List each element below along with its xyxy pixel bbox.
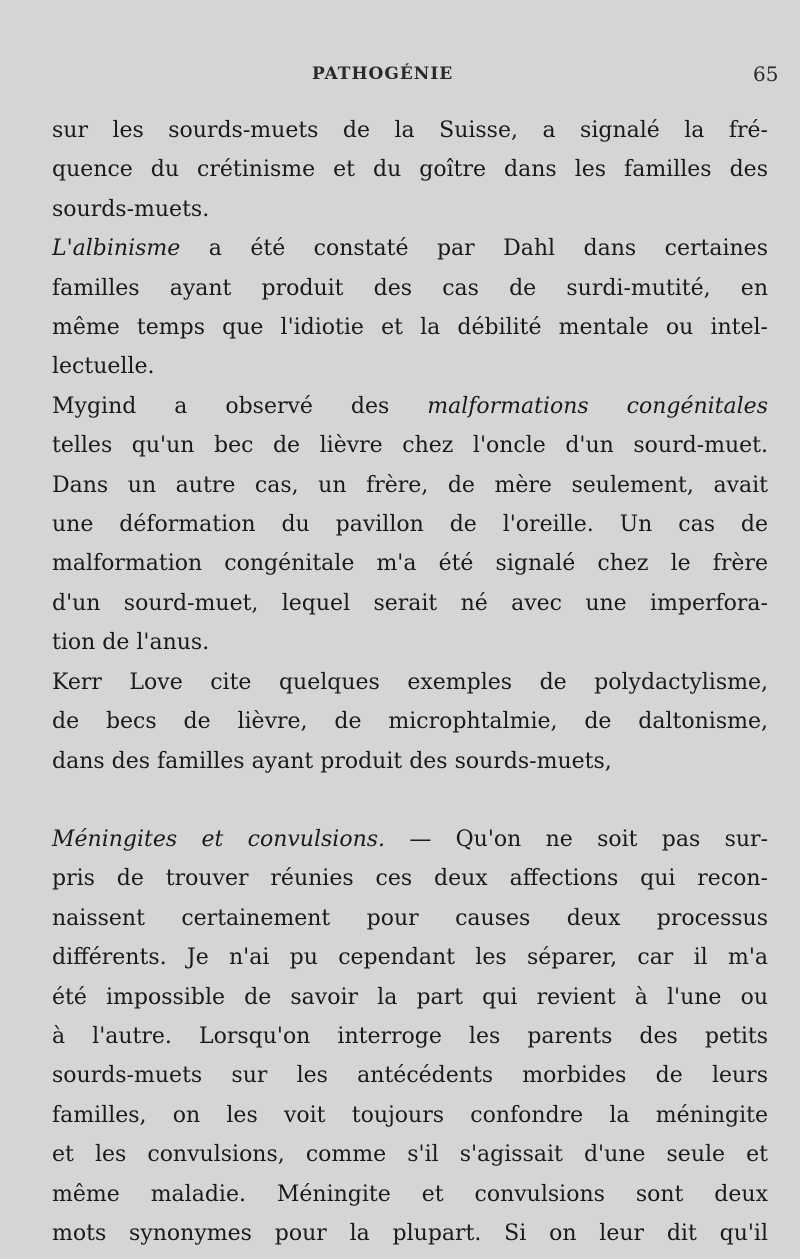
body-text bbox=[52, 111, 768, 1253]
page-number: 65 bbox=[753, 62, 779, 86]
text-line: sourds-muets. bbox=[52, 196, 210, 222]
text-segment: — Qu'on ne soit pas sur- bbox=[385, 826, 768, 852]
text-line: Dans un autre cas, un frère, de mère seulement, avait bbox=[52, 472, 768, 498]
text-line: lectuelle. bbox=[52, 354, 155, 380]
text-line: familles ayant produit des cas de surdi-mutité, en bbox=[52, 275, 768, 301]
text-line: malformation congénitale m'a été signalé chez le frère bbox=[52, 551, 768, 577]
running-title: PATHOGÉNIE bbox=[312, 64, 454, 84]
text-line: tion de l'anus. bbox=[52, 630, 210, 656]
italic-term: malformations congénitales bbox=[427, 393, 768, 419]
text-line: pris de trouver réunies ces deux affections qui recon- bbox=[52, 866, 768, 892]
text-line: sur les sourds-muets de la Suisse, a signalé la fré- bbox=[52, 118, 768, 143]
paragraph-malformations bbox=[52, 387, 768, 663]
text-line: et les convulsions, comme s'il s'agissait d'une seule et bbox=[52, 1142, 768, 1168]
text-line: mots synonymes pour la plupart. Si on leur dit qu'il bbox=[52, 1220, 768, 1246]
text-line bbox=[52, 229, 768, 268]
text-line: familles, on les voit toujours confondre la méningite bbox=[52, 1102, 768, 1128]
italic-term: L'albinisme bbox=[52, 236, 181, 262]
text-line: à l'autre. Lorsqu'on interroge les parents des petits bbox=[52, 1023, 768, 1049]
text-line: dans des familles ayant produit des sourds-muets, bbox=[52, 748, 612, 774]
paragraph-suisse bbox=[52, 111, 768, 229]
text-line: différents. Je n'ai pu cependant les séparer, car il m'a bbox=[52, 945, 768, 971]
text-line: une déformation du pavillon de l'oreille. Un cas de bbox=[52, 512, 768, 538]
paragraph-kerr-love bbox=[52, 663, 768, 781]
text-line: telles qu'un bec de lièvre chez l'oncle d'un sourd-muet. bbox=[52, 433, 768, 459]
running-head bbox=[0, 64, 800, 94]
text-line bbox=[52, 820, 768, 859]
text-line: sourds-muets sur les antécédents morbides de leurs bbox=[52, 1063, 768, 1089]
text-line: d'un sourd-muet, lequel serait né avec une imperfora- bbox=[52, 590, 768, 616]
text-line: même temps que l'idiotie et la débilité mentale ou intel- bbox=[52, 315, 768, 341]
paragraph-meningites bbox=[52, 820, 768, 1253]
section-heading: Méningites et convulsions. bbox=[52, 826, 386, 852]
text-line: Kerr Love cite quelques exemples de polydactylisme, bbox=[52, 669, 768, 695]
text-line: naissent certainement pour causes deux processus bbox=[52, 905, 768, 931]
paragraph-albinisme bbox=[52, 229, 768, 387]
text-segment: Mygind a observé des bbox=[52, 393, 428, 419]
text-line bbox=[52, 387, 768, 426]
text-segment: a été constaté par Dahl dans certaines bbox=[180, 236, 768, 262]
text-line: quence du crétinisme et du goître dans les familles des bbox=[52, 157, 768, 183]
text-line: été impossible de savoir la part qui revient à l'une ou bbox=[52, 984, 768, 1010]
text-line: de becs de lièvre, de microphtalmie, de daltonisme, bbox=[52, 709, 768, 735]
section-gap bbox=[52, 781, 768, 820]
text-line: même maladie. Méningite et convulsions sont deux bbox=[52, 1181, 768, 1207]
